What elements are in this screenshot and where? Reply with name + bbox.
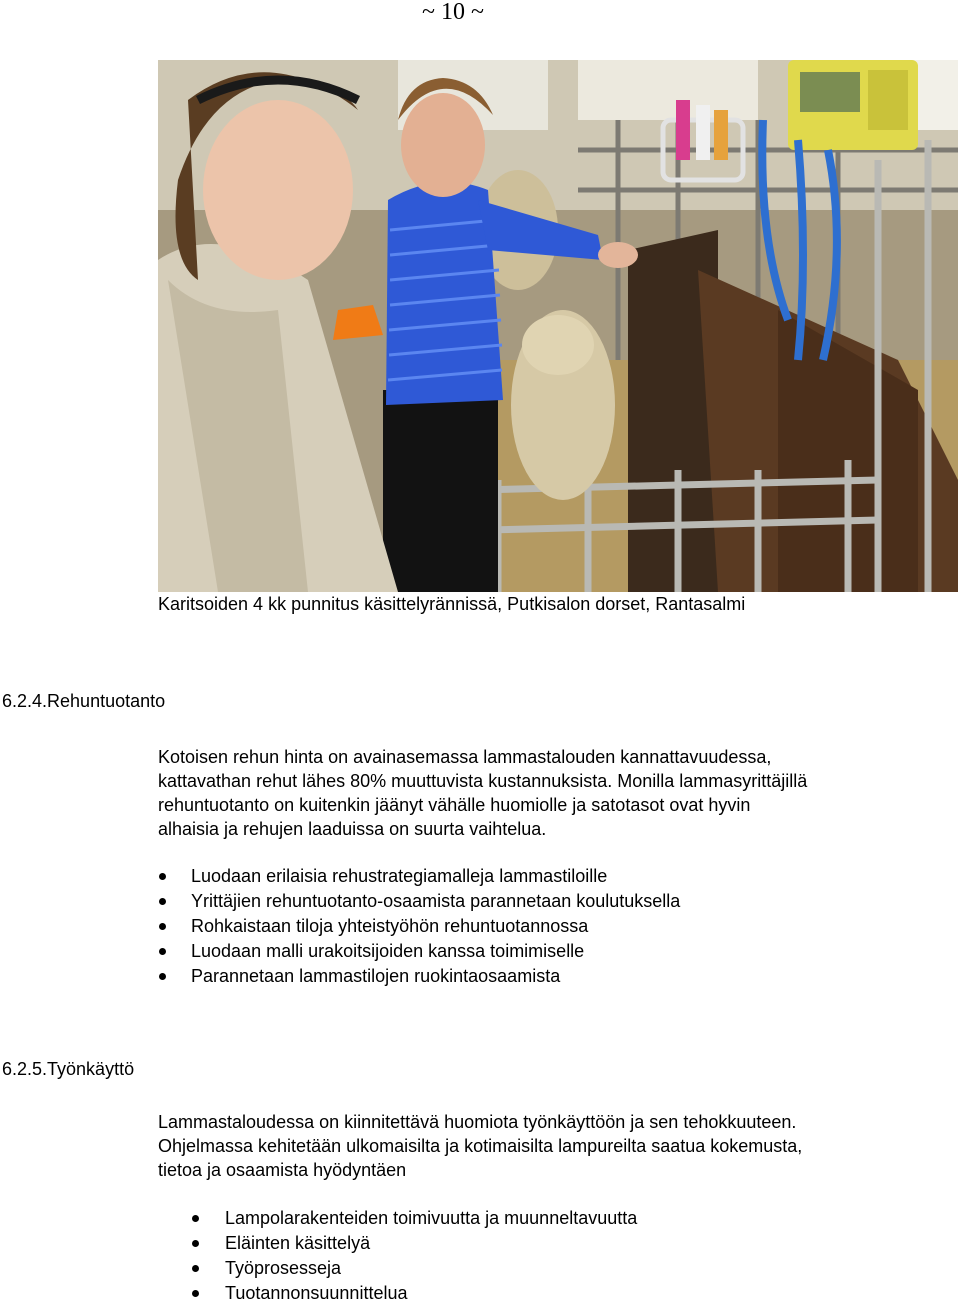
list-item-text: Lampolarakenteiden toimivuutta ja muunneltavuutta bbox=[225, 1208, 638, 1228]
sheep-weighing-photo bbox=[158, 60, 958, 592]
list-item-text: Rohkaistaan tiloja yhteistyöhön rehuntuotannossa bbox=[191, 916, 589, 936]
photo-caption: Karitsoiden 4 kk punnitus käsittelyrännissä, Putkisalon dorset, Rantasalmi bbox=[158, 594, 746, 614]
bullet-icon bbox=[192, 1240, 199, 1247]
bullet-icon bbox=[192, 1265, 199, 1272]
paragraph-line: Lammastaloudessa on kiinnitettävä huomiota työnkäyttöön ja sen tehokkuuteen. bbox=[158, 1112, 797, 1132]
list-item bbox=[225, 1281, 637, 1306]
paragraph-line: Kotoisen rehun hinta on avainasemassa lammastalouden kannattavuudessa, bbox=[158, 747, 772, 767]
list-item-text: Tuotannonsuunnittelua bbox=[225, 1283, 408, 1303]
section-heading-tyonkaytto: 6.2.5.Työnkäyttö bbox=[2, 1059, 135, 1079]
list-item bbox=[191, 914, 680, 939]
list-item bbox=[225, 1231, 637, 1256]
bullet-list-rehuntuotanto bbox=[191, 864, 680, 989]
list-item-text: Luodaan erilaisia rehustrategiamalleja lammastiloille bbox=[191, 866, 608, 886]
section-paragraph-tyonkaytto bbox=[158, 1110, 802, 1182]
list-item bbox=[191, 864, 680, 889]
bullet-icon bbox=[159, 948, 166, 955]
paragraph-line: tietoa ja osaamista hyödyntäen bbox=[158, 1160, 407, 1180]
list-item-text: Työprosesseja bbox=[225, 1258, 342, 1278]
list-item-text: Luodaan malli urakoitsijoiden kanssa toimimiselle bbox=[191, 941, 585, 961]
list-item bbox=[191, 964, 680, 989]
bullet-icon bbox=[192, 1290, 199, 1297]
bullet-icon bbox=[159, 923, 166, 930]
bullet-icon bbox=[159, 973, 166, 980]
list-item-text: Eläinten käsittelyä bbox=[225, 1233, 371, 1253]
list-item bbox=[225, 1256, 637, 1281]
paragraph-line: alhaisia ja rehujen laaduissa on suurta vaihtelua. bbox=[158, 819, 547, 839]
page-number: ~ 10 ~ bbox=[422, 0, 484, 25]
bullet-icon bbox=[159, 873, 166, 880]
list-item bbox=[191, 889, 680, 914]
bullet-icon bbox=[159, 898, 166, 905]
bullet-list-tyonkaytto bbox=[225, 1206, 637, 1306]
paragraph-line: rehuntuotanto on kuitenkin jäänyt vähälle huomiolle ja satotasot ovat hyvin bbox=[158, 795, 751, 815]
bullet-icon bbox=[192, 1215, 199, 1222]
section-heading-rehuntuotanto: 6.2.4.Rehuntuotanto bbox=[2, 691, 166, 711]
list-item-text: Yrittäjien rehuntuotanto-osaamista parannetaan koulutuksella bbox=[191, 891, 681, 911]
paragraph-line: Ohjelmassa kehitetään ulkomaisilta ja kotimaisilta lampureilta saatua kokemusta, bbox=[158, 1136, 803, 1156]
paragraph-line: kattavathan rehut lähes 80% muuttuvista kustannuksista. Monilla lammasyrittäjillä bbox=[158, 771, 808, 791]
list-item bbox=[225, 1206, 637, 1231]
list-item-text: Parannetaan lammastilojen ruokintaosaamista bbox=[191, 966, 561, 986]
list-item bbox=[191, 939, 680, 964]
section-paragraph-rehuntuotanto bbox=[158, 745, 807, 841]
